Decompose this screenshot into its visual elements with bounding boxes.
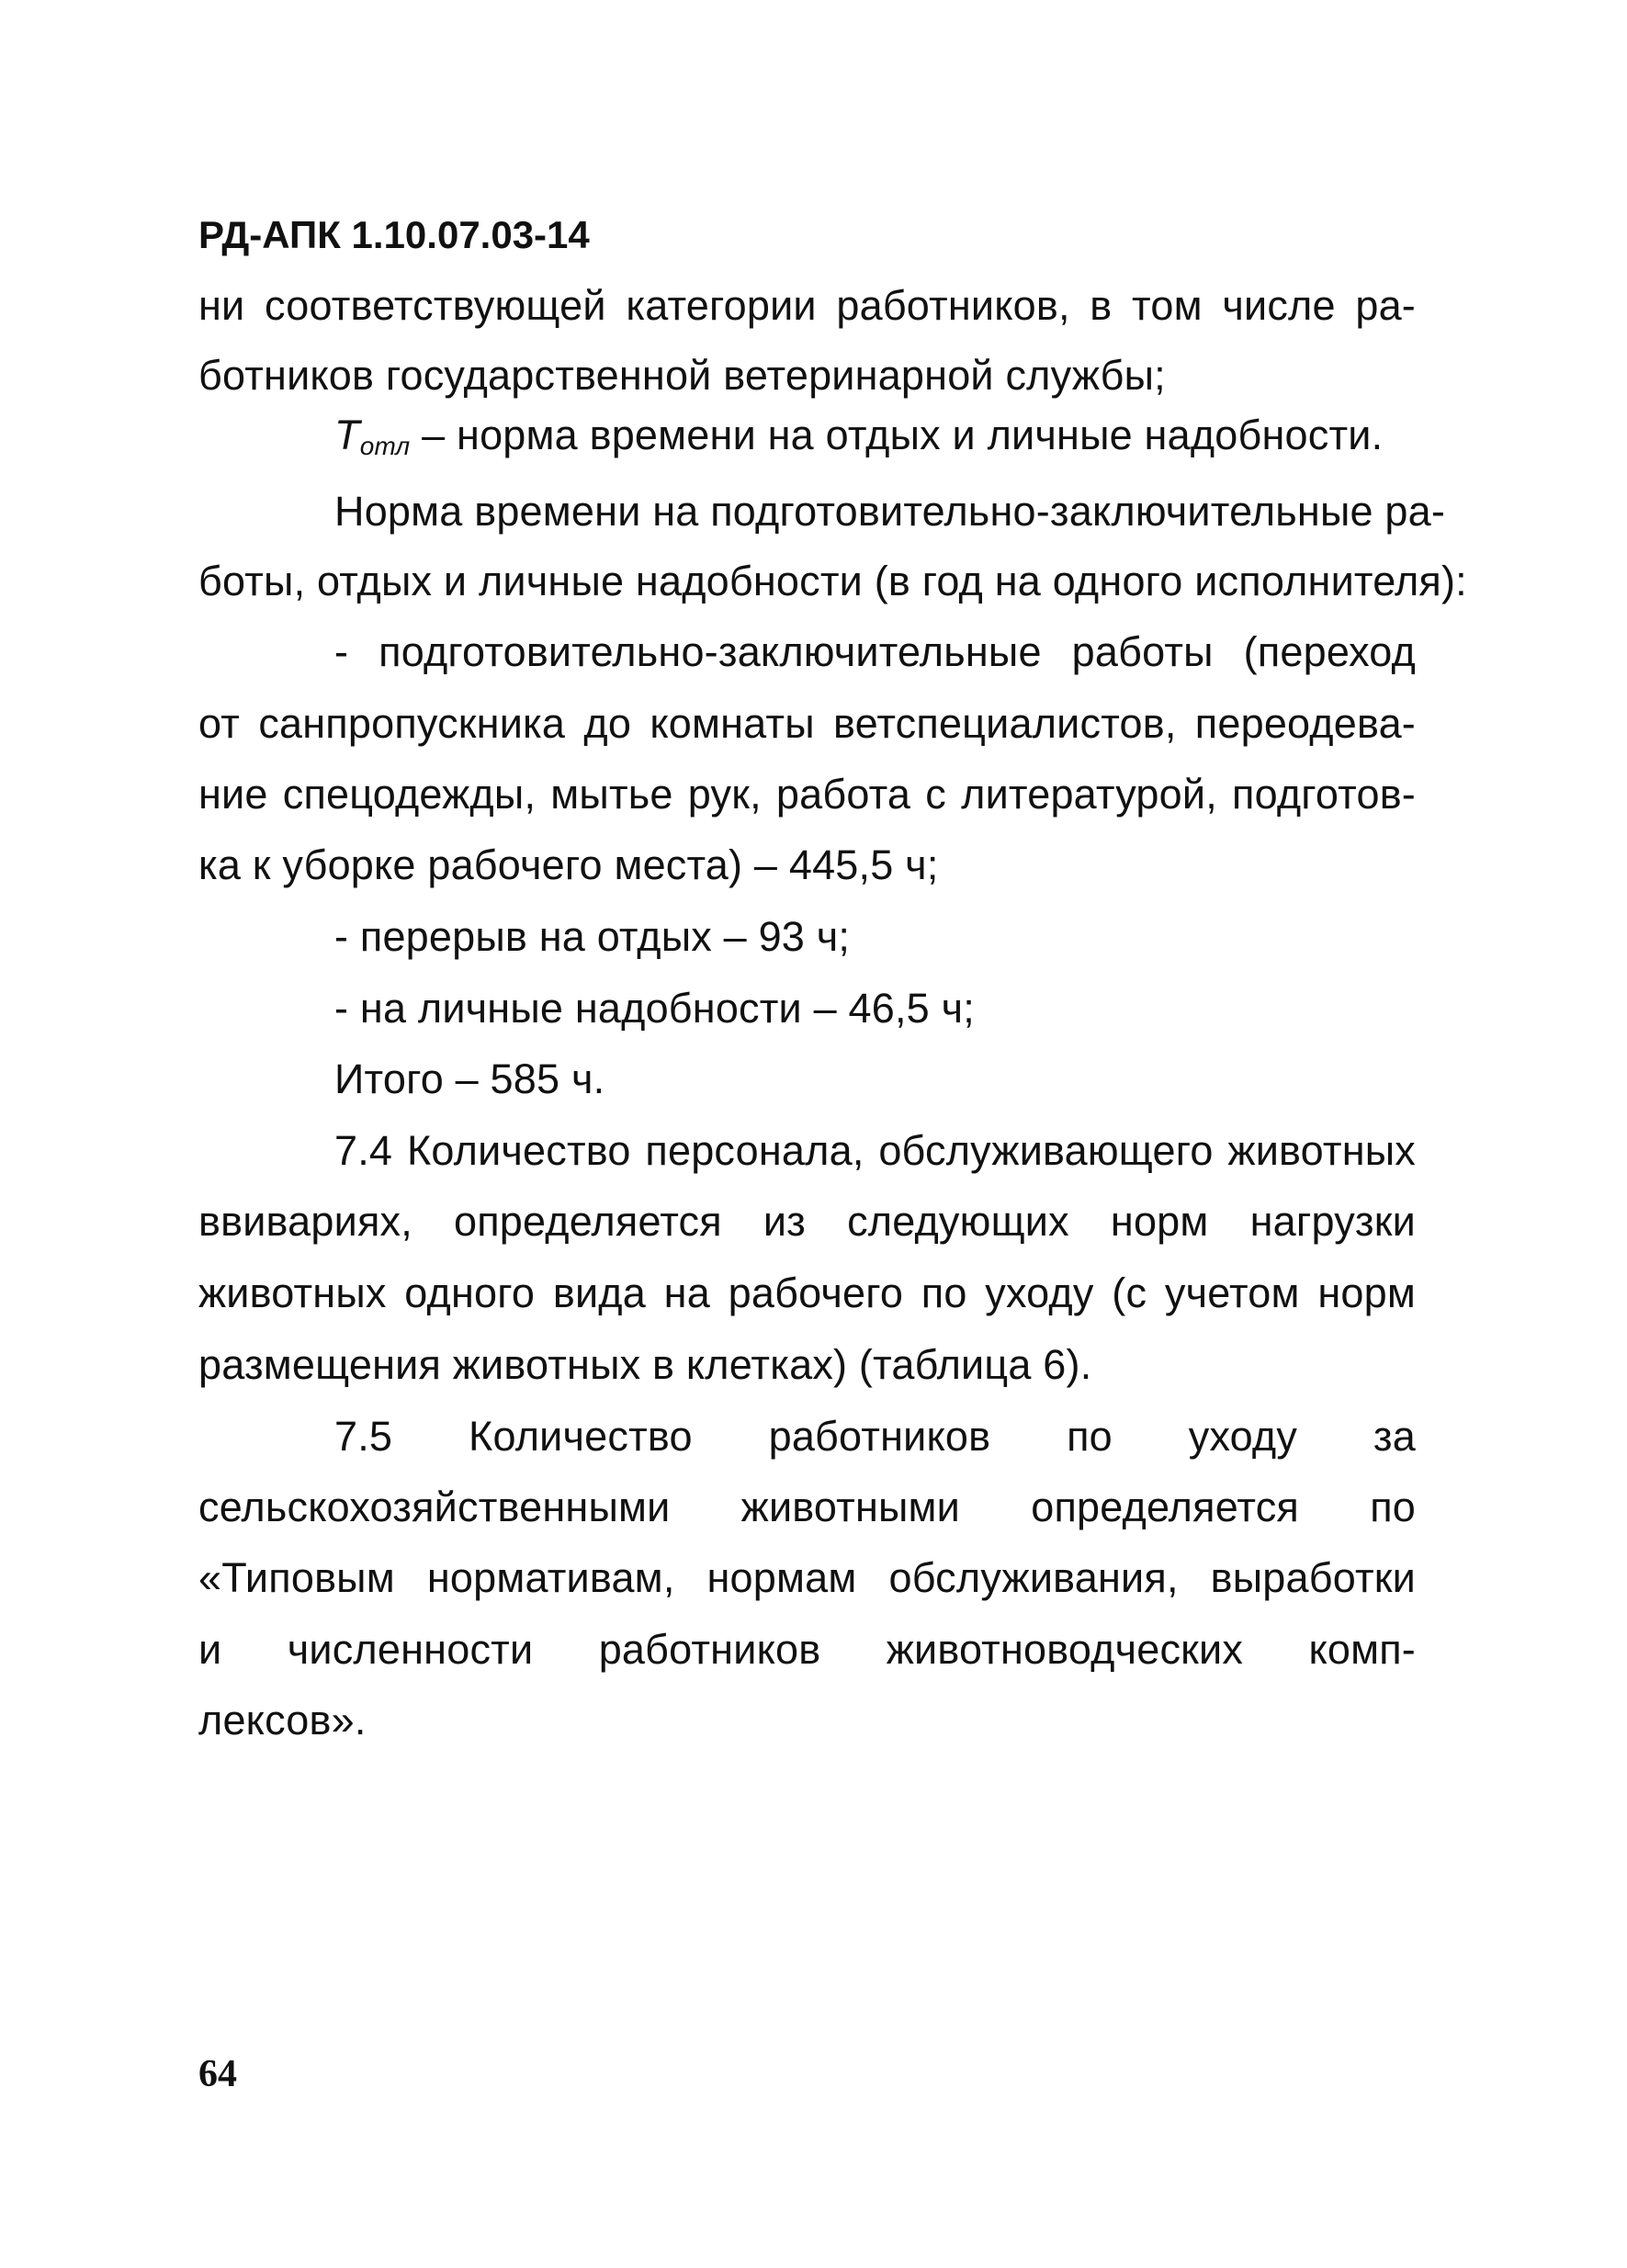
text-line-3 bbox=[334, 410, 1416, 472]
text-line-13: 7.4 Количество персонала, обслуживающего животных bbox=[334, 1127, 1416, 1174]
document-header: РД-АПК 1.10.07.03-14 bbox=[198, 213, 590, 256]
text-line-17: 7.5 Количество работников по уходу за bbox=[334, 1413, 1416, 1460]
text-line-15: животных одного вида на рабочего по уходу (с учетом норм bbox=[198, 1269, 1416, 1316]
text-line-7: от санпропускника до комнаты ветспециалистов, переодева- bbox=[198, 700, 1416, 747]
page-number: 64 bbox=[198, 2053, 237, 2095]
text-line-2: ботников государственной ветеринарной службы; bbox=[198, 352, 1166, 399]
text-line-12: Итого – 585 ч. bbox=[334, 1055, 605, 1102]
text-line-3-rest: – норма времени на отдых и личные надобности. bbox=[410, 412, 1384, 458]
text-line-1: ни соответствующей категории работников, в том числе ра- bbox=[198, 282, 1416, 329]
text-line-21: лексов». bbox=[198, 1697, 367, 1743]
text-line-14: ввивариях, определяется из следующих норм нагрузки bbox=[198, 1198, 1416, 1245]
text-line-5: боты, отдых и личные надобности (в год на одного исполнителя): bbox=[198, 558, 1467, 604]
text-line-10: - перерыв на отдых – 93 ч; bbox=[334, 913, 851, 960]
formula-symbol bbox=[334, 412, 410, 458]
text-line-6: - подготовительно-заключительные работы (переход bbox=[334, 628, 1416, 675]
text-line-9: ка к уборке рабочего места) – 445,5 ч; bbox=[198, 841, 939, 888]
text-line-18: сельскохозяйственными животными определяется по bbox=[198, 1484, 1416, 1530]
text-line-8: ние спецодежды, мытье рук, работа с литературой, подготов- bbox=[198, 771, 1416, 818]
text-line-20: и численности работников животноводческих комп- bbox=[198, 1626, 1416, 1673]
text-line-4: Норма времени на подготовительно-заключительные ра- bbox=[334, 488, 1446, 535]
text-line-16: размещения животных в клетках) (таблица 6). bbox=[198, 1341, 1092, 1388]
symbol-subscript: отл bbox=[359, 432, 411, 460]
text-line-19: «Типовым нормативам, нормам обслуживания, выработки bbox=[198, 1554, 1416, 1601]
text-line-11: - на личные надобности – 46,5 ч; bbox=[334, 985, 975, 1032]
symbol-main: T bbox=[334, 412, 360, 458]
